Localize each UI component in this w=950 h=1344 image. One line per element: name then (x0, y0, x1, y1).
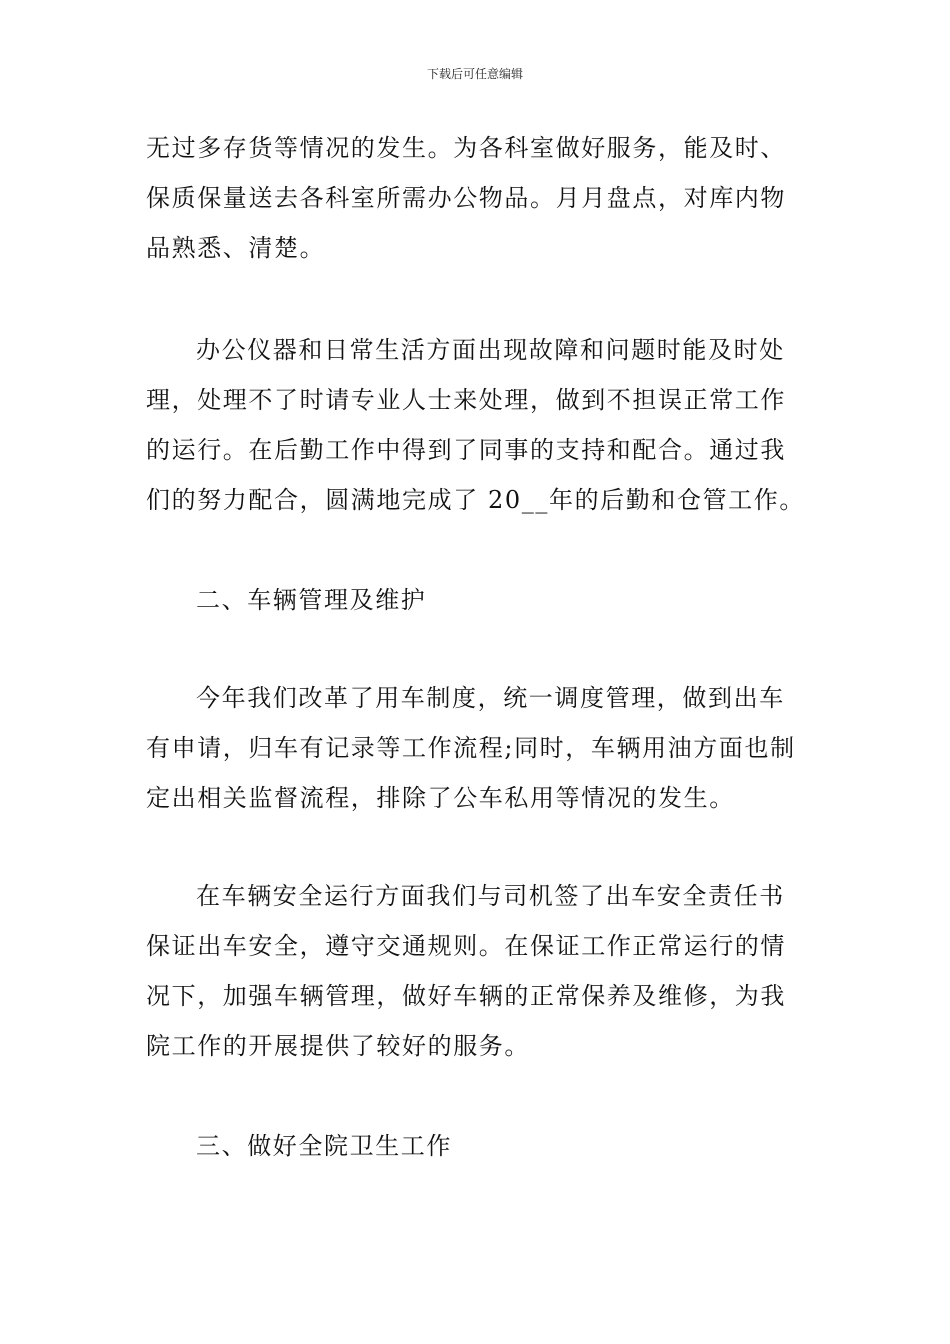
paragraph-line: 们的努力配合，圆满地完成了 20__年的后勤和仓管工作。 (146, 486, 805, 514)
paragraph-line: 的运行。在后勤工作中得到了同事的支持和配合。通过我 (146, 436, 786, 464)
paragraph-line: 有申请，归车有记录等工作流程;同时，车辆用油方面也制 (146, 734, 796, 762)
paragraph-line: 定出相关监督流程，排除了公车私用等情况的发生。 (146, 784, 735, 812)
paragraph-line: 院工作的开展提供了较好的服务。 (146, 1032, 530, 1060)
paragraph-line: 品熟悉、清楚。 (146, 234, 326, 262)
page-header: 下载后可任意编辑 (426, 67, 523, 81)
paragraph-line: 理，处理不了时请专业人士来处理，做到不担误正常工作 (146, 386, 786, 414)
paragraph-line: 办公仪器和日常生活方面出现故障和问题时能及时处 (196, 336, 785, 364)
paragraph-line: 今年我们改革了用车制度，统一调度管理，做到出车 (196, 684, 785, 712)
section-heading: 三、做好全院卫生工作 (196, 1132, 452, 1160)
paragraph-line: 无过多存货等情况的发生。为各科室做好服务，能及时、 (146, 134, 786, 162)
paragraph-line: 保质保量送去各科室所需办公物品。月月盘点，对库内物 (146, 184, 786, 212)
paragraph-line: 保证出车安全，遵守交通规则。在保证工作正常运行的情 (146, 932, 786, 960)
paragraph-line: 在车辆安全运行方面我们与司机签了出车安全责任书 (196, 882, 785, 910)
paragraph-line: 况下，加强车辆管理，做好车辆的正常保养及维修，为我 (146, 982, 786, 1010)
section-heading: 二、车辆管理及维护 (196, 586, 427, 614)
